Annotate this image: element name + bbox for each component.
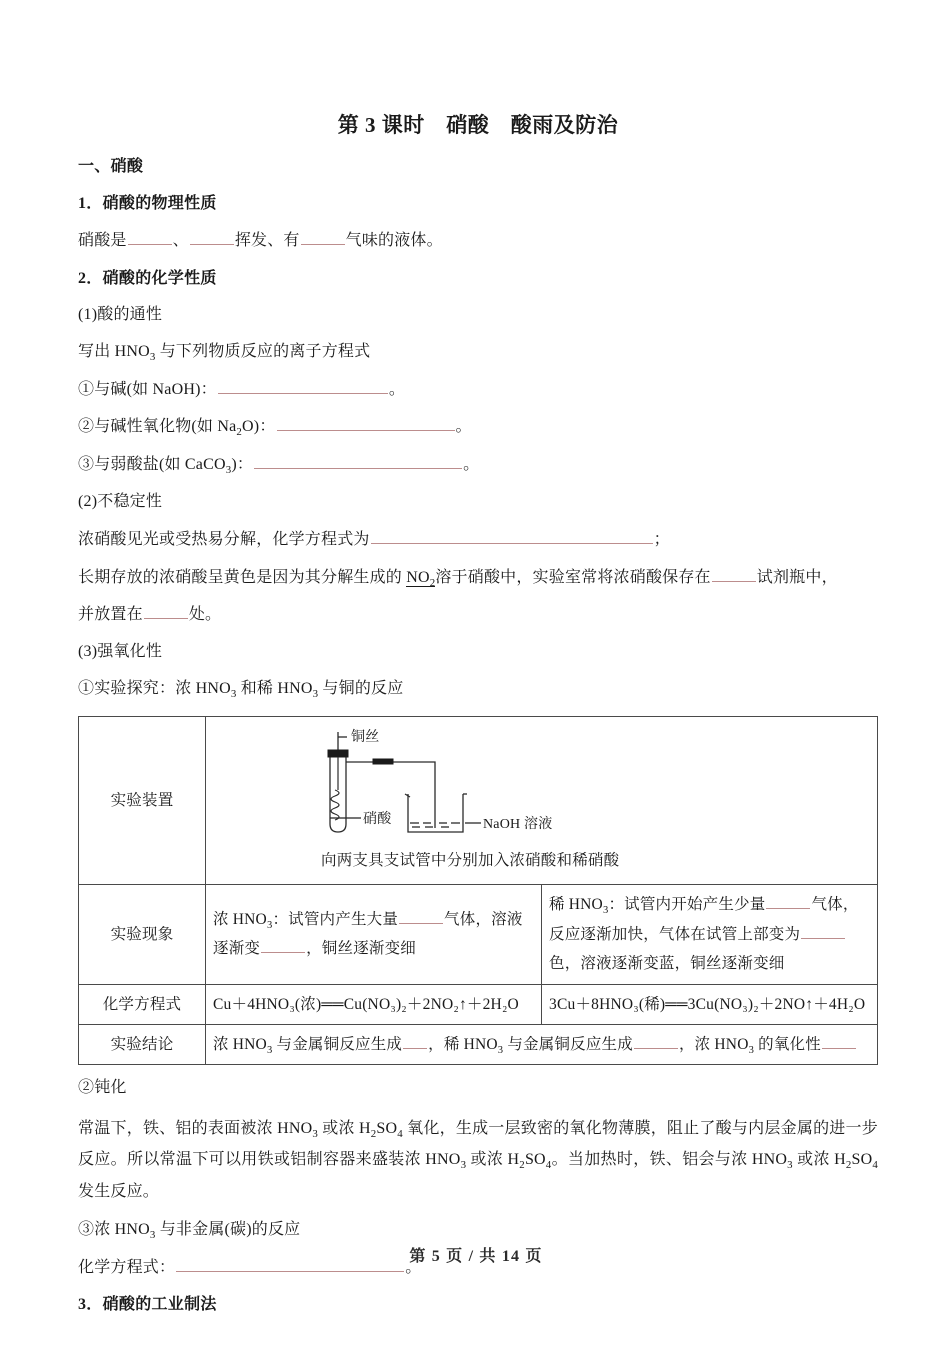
exp-a: ①实验探究：浓 HNO <box>78 680 231 698</box>
label-instability: (2)不稳定性 <box>78 493 163 511</box>
nm-sub: 3 <box>149 1229 156 1242</box>
q3-a: ③与弱酸盐(如 CaCO <box>78 456 226 474</box>
q1-end: 。 <box>388 380 406 398</box>
pas-s2: 2 <box>370 1128 377 1141</box>
q2-end: 。 <box>455 418 472 436</box>
phenomena-dilute <box>542 885 878 984</box>
blank-concl-1[interactable] <box>403 1033 427 1050</box>
concl-c: ，稀 HNO <box>428 1036 498 1054</box>
concl-b: 与金属铜反应生成 <box>272 1036 403 1054</box>
blank-q2[interactable] <box>277 414 455 431</box>
label-conclusion: 实验结论 <box>79 1025 206 1065</box>
blank-phys-3[interactable] <box>301 228 345 245</box>
pas-p8: 或浓 H <box>792 1151 846 1169</box>
pas-s8: 2 <box>845 1159 852 1172</box>
question-2-basic-oxide <box>78 414 878 440</box>
pas-s7: 3 <box>787 1159 793 1172</box>
document-content <box>78 0 878 1317</box>
instr-b: 与下列物质反应的离子方程式 <box>155 342 371 360</box>
pas-p6: SO <box>524 1151 546 1169</box>
table-row-phenomena <box>79 885 878 984</box>
conclusion-cell <box>206 1025 878 1065</box>
experiment-intro <box>78 677 878 702</box>
apparatus-caption: 向两支具支试管中分别加入浓硝酸和稀硝酸 <box>321 851 620 869</box>
nonmetal-reaction-label <box>78 1218 878 1243</box>
label-equations: 化学方程式 <box>79 984 206 1024</box>
exp-b: 和稀 HNO <box>236 680 313 698</box>
blank-phys-2[interactable] <box>190 228 234 245</box>
phys-prefix: 硝酸是 <box>78 232 127 250</box>
blank-decomposition-eq[interactable] <box>371 527 653 544</box>
concl-f: 的氧化性 <box>754 1036 821 1054</box>
apparatus-diagram-wrapper <box>213 722 870 846</box>
dil-c: 气体，反应逐渐加快，气体在试管上部变为 <box>549 896 859 943</box>
page-title: 第 3 课时 硝酸 酸雨及防治 <box>337 113 619 137</box>
passivation-paragraph <box>78 1113 878 1207</box>
pas-p5: 或浓 H <box>466 1151 520 1169</box>
pas-s6: 4 <box>545 1159 552 1172</box>
heading-physical-properties: 1．硝酸的物理性质 <box>78 195 217 213</box>
apparatus-cell <box>206 716 878 884</box>
instab-2c: 试剂瓶中， <box>756 568 838 586</box>
table-row-conclusion <box>79 1025 878 1065</box>
pas-s9: 4 <box>872 1159 879 1172</box>
nm-b: 与非金属(碳)的反应 <box>155 1220 301 1238</box>
exp-sub1: 3 <box>230 688 237 701</box>
dil-sub: 3 <box>602 905 609 917</box>
dil-b: ：试管内开始产生少量 <box>608 896 766 914</box>
concl-d: 与金属铜反应生成 <box>503 1036 633 1054</box>
pas-p2: 或浓 H <box>318 1120 371 1138</box>
q3-end: 。 <box>463 456 480 474</box>
phys-mid: 挥发、有 <box>234 232 300 250</box>
q1-label: ①与碱(如 NaOH)： <box>78 380 217 398</box>
instab-3b: 处。 <box>188 606 222 624</box>
conc-a: 浓 HNO <box>213 911 267 929</box>
concl-a: 浓 HNO <box>213 1036 267 1054</box>
pas-p10: 发生反应。 <box>78 1182 160 1200</box>
instability-line-3 <box>78 602 878 628</box>
instab-1a: 浓硝酸见光或受热易分解，化学方程式为 <box>78 530 370 548</box>
instab-1end: ； <box>653 530 670 548</box>
conc-d: ，铜丝逐渐变细 <box>306 940 417 958</box>
phenomena-concentrated <box>206 885 542 984</box>
phys-suffix: 气味的液体。 <box>345 232 443 250</box>
section-heading-nitric-acid: 一、硝酸 <box>78 158 144 176</box>
equation-dilute: 3Cu＋8HNO₃(稀)══3Cu(NO₃)₂＋2NO↑＋4H₂O <box>542 984 878 1024</box>
pas-p9: SO <box>851 1151 873 1169</box>
heading-chemical-properties: 2．硝酸的化学性质 <box>78 270 217 288</box>
no2-text: NO <box>406 568 430 586</box>
blank-q1[interactable] <box>218 377 388 394</box>
blank-q3[interactable] <box>254 452 462 469</box>
label-copper-wire: 铜丝 <box>351 729 380 745</box>
stopper <box>328 750 348 757</box>
blank-conc-gas[interactable] <box>399 908 443 925</box>
label-acid-generality: (1)酸的通性 <box>78 306 163 324</box>
nm-a: ③浓 HNO <box>78 1220 150 1238</box>
concl-e: ，浓 HNO <box>678 1036 749 1054</box>
label-strong-oxidizing: (3)强氧化性 <box>78 643 163 661</box>
blank-phys-1[interactable] <box>128 228 172 245</box>
experiment-apparatus-diagram <box>313 728 613 846</box>
blank-storage-place[interactable] <box>144 602 188 619</box>
concl-e-sub: 3 <box>748 1045 755 1057</box>
exp-sub2: 3 <box>312 688 319 701</box>
blank-concl-3[interactable] <box>822 1033 856 1050</box>
pas-p1: 常温下，铁、铝的表面被浓 HNO <box>78 1120 313 1138</box>
blank-reagent-bottle[interactable] <box>712 565 756 582</box>
instability-line-1 <box>78 527 878 553</box>
experiment-table <box>78 716 878 1066</box>
instr-a: 写出 HNO <box>78 342 150 360</box>
blank-concl-2[interactable] <box>634 1033 678 1050</box>
blank-dilute-gas[interactable] <box>766 893 810 910</box>
blank-conc-color[interactable] <box>261 937 305 954</box>
instab-3a: 并放置在 <box>78 606 143 624</box>
pas-s5: 2 <box>519 1159 525 1172</box>
instruction-ionic-equations <box>78 340 878 365</box>
pas-s4: 3 <box>460 1159 467 1172</box>
equation-concentrated: Cu＋4HNO₃(浓)══Cu(NO₃)₂＋2NO₂↑＋2H₂O <box>206 984 542 1024</box>
pas-s3: 4 <box>397 1128 403 1141</box>
label-passivation: ②钝化 <box>78 1079 127 1097</box>
conc-c: 气体，溶液逐渐变 <box>213 911 523 958</box>
phys-sep: 、 <box>172 232 189 250</box>
question-3-weak-acid-salt <box>78 452 878 478</box>
pas-p7: 。当加热时，铁、铝会与浓 HNO <box>551 1151 788 1169</box>
concl-c-sub: 3 <box>497 1045 504 1057</box>
conclusion-text <box>213 1036 857 1057</box>
dil-d: 色，溶液逐渐变蓝，铜丝逐渐变细 <box>549 955 785 973</box>
label-naoh-solution: NaOH 溶液 <box>483 816 553 832</box>
label-nitric-acid: 硝酸 <box>363 811 392 827</box>
q2-a: ②与碱性氧化物(如 Na <box>78 418 237 436</box>
q2-sub: 2 <box>236 426 243 439</box>
instab-2a: 长期存放的浓硝酸呈黄色是因为其分解生成的 <box>78 568 407 586</box>
conc-b: ：试管内产生大量 <box>272 911 399 929</box>
conc-sub: 3 <box>266 920 273 932</box>
q3-b: )： <box>231 456 254 474</box>
label-phenomena: 实验现象 <box>79 885 206 984</box>
label-apparatus: 实验装置 <box>79 716 206 884</box>
no2-formula <box>406 569 435 587</box>
pas-p3: SO <box>376 1120 398 1138</box>
concl-a-sub: 3 <box>266 1045 273 1057</box>
heading-industrial-preparation: 3．硝酸的工业制法 <box>78 1296 217 1314</box>
dil-a: 稀 HNO <box>549 896 603 914</box>
blank-dilute-color[interactable] <box>801 922 845 939</box>
page-footer: 第 5 页 / 共 14 页 <box>409 1248 543 1265</box>
q2-b: O)： <box>242 418 276 436</box>
pas-p4: 氧化，生成一层致密的氧化物薄膜，阻止了酸与内层金属的进一步反应。所以常温下可以用铁或铝制容器来盛装浓 HNO <box>78 1120 878 1169</box>
physical-properties-line <box>78 228 878 254</box>
nm-eq-label: 化学方程式： <box>78 1258 176 1276</box>
pas-s1: 3 <box>312 1128 319 1141</box>
nm-eq-end: 。 <box>405 1258 422 1276</box>
instr-sub: 3 <box>149 351 156 364</box>
clamp <box>373 759 393 764</box>
question-1-base <box>78 377 878 403</box>
table-row-equations <box>79 984 878 1024</box>
q3-sub: 3 <box>225 464 232 477</box>
table-row-apparatus <box>79 716 878 884</box>
instability-line-2 <box>78 565 878 591</box>
instab-2b: 溶于硝酸中，实验室常将浓硝酸保存在 <box>435 568 711 586</box>
no2-sub: 2 <box>429 576 436 589</box>
exp-c: 与铜的反应 <box>318 680 404 698</box>
